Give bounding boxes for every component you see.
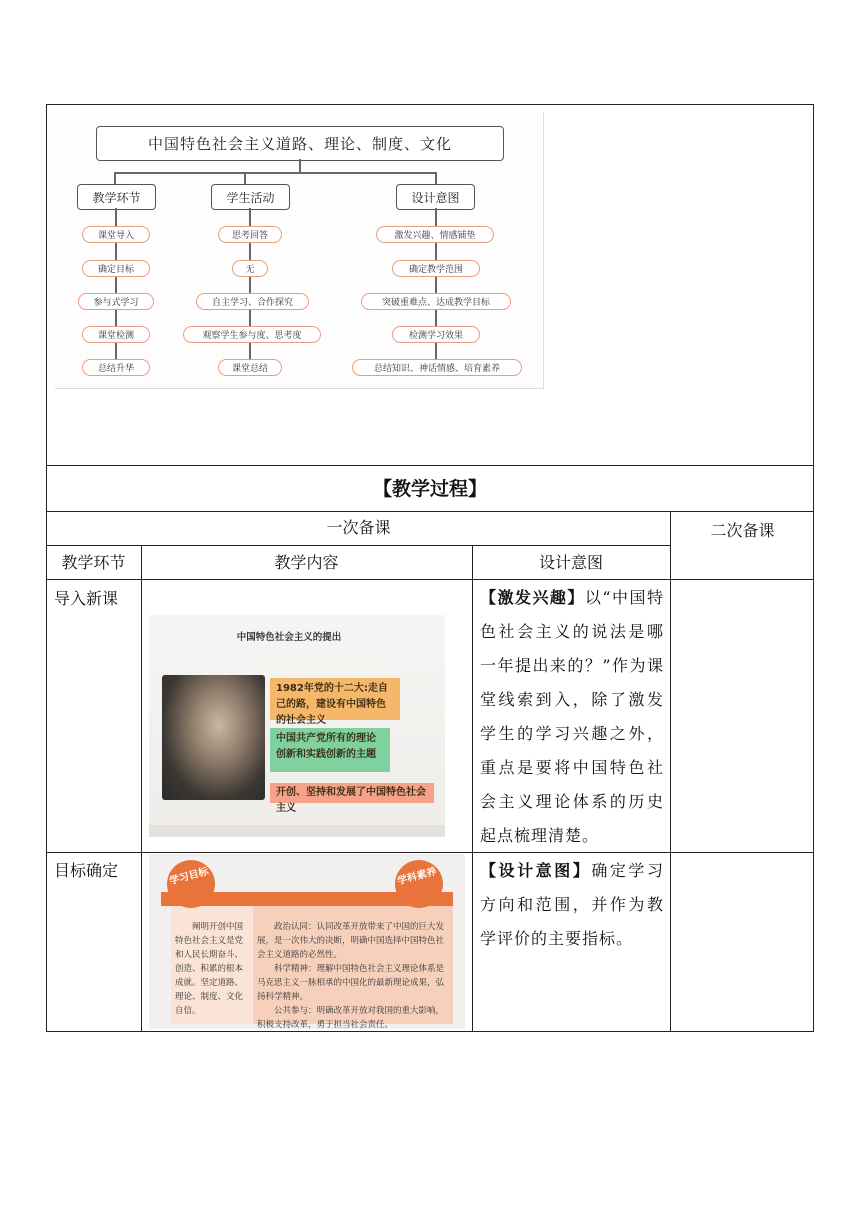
flowchart-item: 课堂导入 bbox=[82, 226, 150, 243]
intent-tag: 【设计意图】 bbox=[480, 861, 592, 880]
flowchart-item: 确定教学范围 bbox=[392, 260, 480, 277]
intent-tag: 【激发兴趣】 bbox=[480, 588, 585, 607]
stage-header: 教学环节 bbox=[61, 553, 126, 572]
flowchart-item: 参与式学习 bbox=[78, 293, 154, 310]
goals-slide bbox=[149, 854, 465, 1029]
flowchart-item: 自主学习、合作探究 bbox=[196, 293, 309, 310]
stage-cell: 目标确定 bbox=[54, 861, 119, 880]
intent-text: 确定学习方向和范围，并作为教学评价的主要指标。 bbox=[480, 861, 664, 948]
column-header-activity: 学生活动 bbox=[211, 184, 290, 210]
intent-header: 设计意图 bbox=[538, 553, 603, 572]
slide-box-1: 1982年党的十二大:走自己的路，建设有中国特色的社会主义 bbox=[270, 678, 400, 720]
slide-box-2: 中国共产党所有的理论创新和实践创新的主题 bbox=[270, 728, 390, 772]
goal-tag-left: 学习目标 bbox=[162, 855, 221, 914]
intent-text: 以“中国特色社会主义的说法是哪一年提出来的？”作为课堂线索到入，除了激发学生的学习兴趣之外，重点是要将中国特色社会主义理论体系的历史起点梳理清楚。 bbox=[480, 588, 664, 845]
flowchart-diagram bbox=[55, 112, 544, 389]
flowchart-item: 激发兴趣、情感铺垫 bbox=[376, 226, 494, 243]
column-header-intent: 设计意图 bbox=[396, 184, 475, 210]
second-prep-header: 二次备课 bbox=[710, 521, 775, 540]
goal-right-p3: 公共参与：明确改革开放对我国的重大影响，积极支持改革，勇于担当社会责任。 bbox=[257, 1006, 445, 1030]
flowchart-item: 课堂检测 bbox=[82, 326, 150, 343]
column-header-stage: 教学环节 bbox=[77, 184, 156, 210]
flowchart-item: 突破重难点、达成教学目标 bbox=[361, 293, 511, 310]
goal-tag-right: 学科素养 bbox=[390, 855, 449, 914]
flowchart-item: 检测学习效果 bbox=[392, 326, 480, 343]
intent-cell bbox=[480, 581, 664, 853]
portrait-photo bbox=[162, 675, 265, 800]
flowchart-item: 思考回答 bbox=[218, 226, 282, 243]
flowchart-item: 总结知识、神话情感、培育素养 bbox=[352, 359, 522, 376]
flowchart-item: 总结升华 bbox=[82, 359, 150, 376]
content-header: 教学内容 bbox=[274, 553, 339, 572]
goal-left-text: 阐明开创中国特色社会主义是党和人民长期奋斗、创造、积累的根本成就。坚定道路、理论、制度、文化自信。 bbox=[175, 922, 244, 1016]
flowchart-title: 中国特色社会主义道路、理论、制度、文化 bbox=[96, 126, 504, 161]
flowchart-item: 观察学生参与度、思考度 bbox=[183, 326, 321, 343]
goal-right-p1: 政治认同：认同改革开放带来了中国的巨大发展，是一次伟大的决断，明确中国选择中国特色社会主义道路的必然性。 bbox=[257, 922, 445, 960]
flowchart-item: 课堂总结 bbox=[218, 359, 282, 376]
intro-slide bbox=[149, 615, 445, 837]
goal-right-text bbox=[257, 920, 449, 1032]
intent-cell bbox=[480, 854, 664, 956]
slide-box-3: 开创、坚持和发展了中国特色社会主义 bbox=[270, 783, 434, 803]
section-title: 【教学过程】 bbox=[372, 478, 487, 500]
flowchart-item: 无 bbox=[232, 260, 268, 277]
stage-cell: 导入新课 bbox=[54, 589, 119, 608]
first-prep-header: 一次备课 bbox=[326, 518, 391, 537]
goal-right-p2: 科学精神：理解中国特色社会主义理论体系是马克思主义一脉相承的中国化的最新理论成果，弘扬科学精神。 bbox=[257, 964, 445, 1002]
flowchart-item: 确定目标 bbox=[82, 260, 150, 277]
slide-title: 中国特色社会主义的提出 bbox=[236, 632, 342, 643]
